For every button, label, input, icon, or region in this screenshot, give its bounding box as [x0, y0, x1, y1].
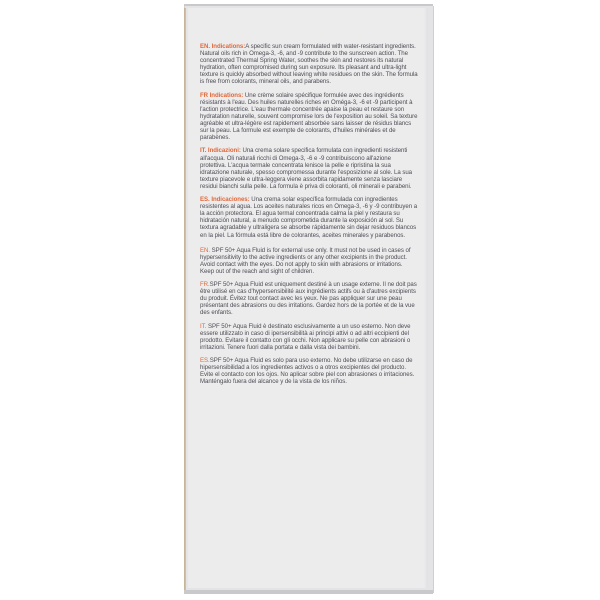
indications-fr — [200, 92, 418, 142]
block-text: SPF 50+ Aqua Fluid es solo para uso externo. No debe utilizarse en caso de hipersensibilidad a los ingredientes activos o a otros excipientes del producto. Evite el contacto con los ojos. No aplicar sobre piel con abrasiones o irritaciones. Manténgalo fuera del alcance y de la vista de los niños. — [200, 357, 415, 386]
block-label: EN. — [200, 246, 211, 254]
indications-en — [200, 43, 418, 86]
leaflet-text — [200, 43, 418, 392]
box-bottom-edge — [184, 590, 433, 594]
indications-it — [200, 147, 418, 190]
block-label: FR. — [200, 281, 210, 289]
block-label: ES. Indicaciones: — [200, 196, 250, 204]
panel-shade — [424, 8, 428, 588]
block-label: IT. Indicazioni: — [200, 147, 241, 155]
warning-fr — [200, 281, 418, 316]
warning-es — [200, 357, 418, 385]
block-label: EN. Indications: — [200, 43, 246, 50]
block-text: SPF 50+ Aqua Fluid is for external use only. It must not be used in cases of hypersensitivity to the active ingredients or any other excipients in the product. Avoid contact with the eyes. Do not apply to skin with abrasions or irritations. Keep out of the reach and sight of children. — [200, 246, 411, 275]
indications-es — [200, 196, 418, 239]
warning-en — [200, 247, 418, 275]
block-text: Une crème solaire spécifique formulée avec des ingrédients résistants à l'eau. Des huiles naturelles riches en Oméga-3, -6 et -9 participent à l'action protectrice. L'eau thermale concentrée apaise la peau et restaure son hydratation naturelle, souvent compromise lors de l'exposition au soleil. Sa texture agréable et ultra-légère est rapidement absorbée sans laisser de résidus blancs sur la peau. La formule est exempte de colorants, d'huiles minérales et de parabènes. — [200, 91, 418, 142]
block-text: A specific sun cream formulated with water-resistant ingredients. Natural oils rich in Omega-3, -6, and -9 contribute to the sunscreen action. The concentrated Thermal Spring Water, soothes the skin and restores its natural hydration, often compromised during sun exposure. Its pleasant and ultra-light texture is quickly absorbed without leaving white residues on the skin. The formula is free from colorants, mineral oils, and parabens. — [200, 43, 418, 86]
box-side-panel — [188, 8, 428, 588]
block-label: ES. — [200, 357, 210, 365]
block-label: FR Indications: — [200, 91, 244, 99]
block-text: Una crema solar específica formulada con ingredientes resistentes al agua. Los aceites naturales ricos en Omega-3, -6 y -9 contribuyen a la acción protectora. El agua termal concentrada calma la piel y restaura su hidratación natural, a menudo comprometida durante la exposición al sol. Su textura agradable y ultraligera se absorbe rápidamente sin dejar residuos blancos en la piel. La fórmula está libre de colorantes, aceites minerales y parabenos. — [200, 196, 418, 239]
block-text: Una crema solare specifica formulata con ingredienti resistenti all'acqua. Oli naturali ricchi di Omega-3, -6 e -9 contribuiscono all'azione protettiva. L'acqua termale concentrata lenisce la pelle e ripristina la sua idratazione naturale, spesso compromessa durante l'esposizione al sole. La sua texture piacevole e ultra-leggera viene assorbita rapidamente senza lasciare residui bianchi sulla pelle. La formula è priva di coloranti, oli minerali e parabeni. — [200, 147, 413, 190]
block-text: SPF 50+ Aqua Fluid est uniquement destiné à un usage externe. Il ne doit pas être utilisé en cas d'hypersensibilité aux ingrédients actifs ou à d'autres excipients du produit. Évitez tout contact avec les yeux. Ne pas appliquer sur une peau présentant des abrasions ou des irritations. Gardez hors de la portée et de la vue des enfants. — [200, 281, 417, 317]
block-label: IT. — [200, 322, 207, 330]
box-left-fold — [184, 8, 186, 590]
block-text: SPF 50+ Aqua Fluid è destinato esclusivamente a un uso esterno. Non deve essere utilizzato in caso di ipersensibilità ai principi attivi o ad altri eccipienti del prodotto. Evitare il contatto con gli occhi. Non applicare su pelle con abrasioni o irritazioni. Tenere fuori dalla portata e dalla vista dei bambini. — [200, 322, 411, 351]
warning-it — [200, 323, 418, 351]
